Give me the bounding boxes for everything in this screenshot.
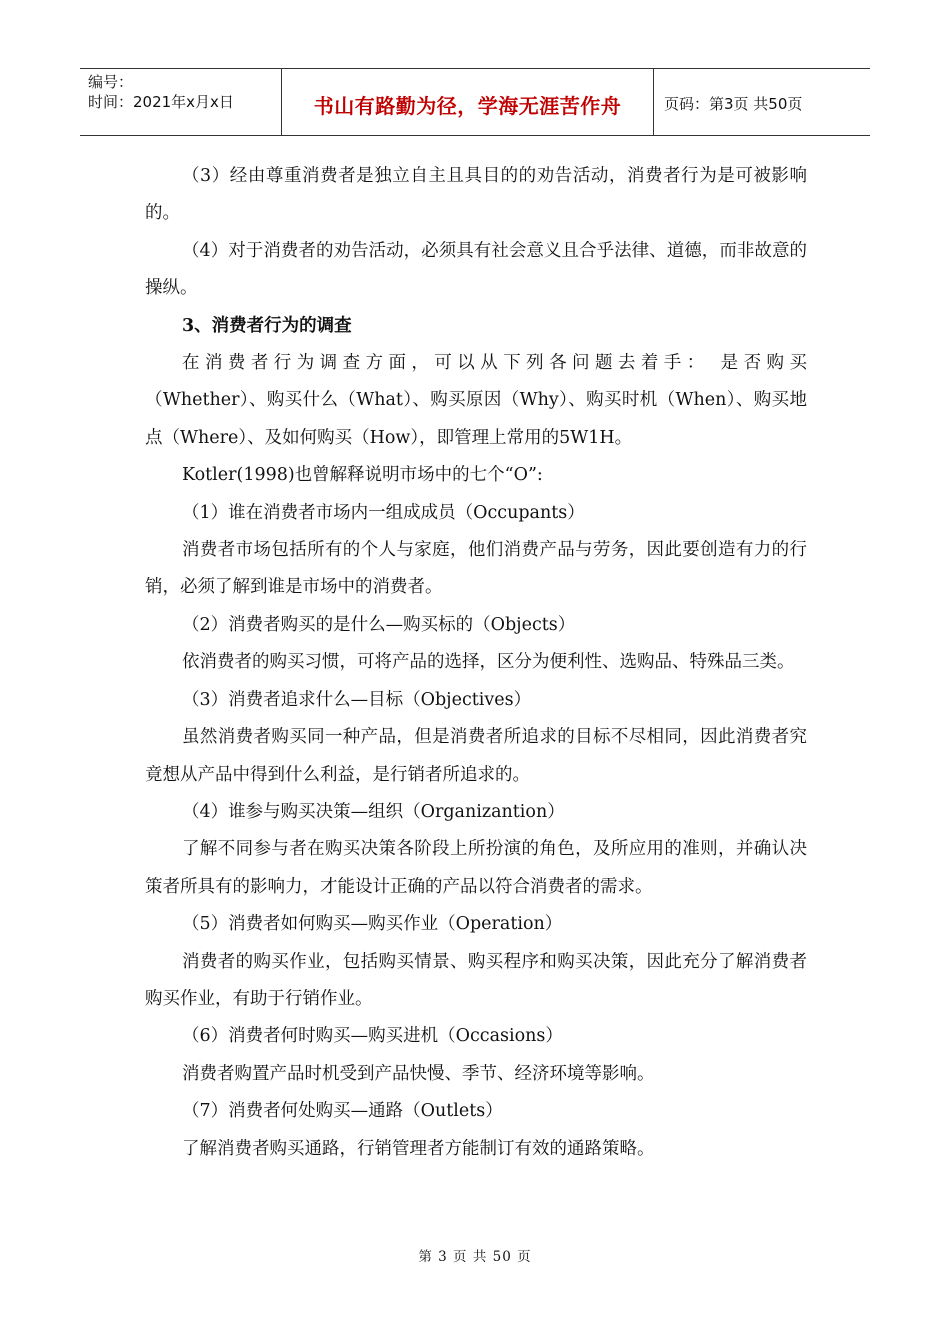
- list-item: （5）消费者如何购买—购买作业（Operation）: [182, 914, 563, 935]
- paragraph: 虽然消费者购买同一种产品，但是消费者所追求的目标不尽相同，因此消费者究竟想从产品中得到什么利益，是行销者所追求的。: [145, 727, 807, 785]
- list-item: （6）消费者何时购买—购买进机（Occasions）: [182, 1026, 563, 1047]
- paragraph: 消费者的购买作业，包括购买情景、购买程序和购买决策，因此充分了解消费者购买作业，有助于行销作业。: [145, 951, 807, 1009]
- document-body: [145, 158, 807, 1168]
- page-header: [80, 68, 870, 136]
- number-label: 编号：: [88, 73, 134, 91]
- paragraph: 消费者市场包括所有的个人与家庭，他们消费产品与劳务，因此要创造有力的行销，必须了解到谁是市场中的消费者。: [145, 540, 807, 598]
- paragraph: （4）对于消费者的劝告活动，必须具有社会意义且合乎法律、道德，而非故意的操纵。: [145, 240, 807, 299]
- paragraph: 依消费者的购买习惯，可将产品的选择，区分为便利性、选购品、特殊品三类。: [182, 652, 795, 673]
- section-heading: 3、消费者行为的调查: [182, 315, 352, 336]
- page-footer: 第 3 页 共 50 页: [418, 1249, 532, 1265]
- list-item: （1）谁在消费者市场内一组成成员（Occupants）: [182, 502, 585, 523]
- header-page-info: 页码：第3页 共50页: [664, 94, 803, 113]
- header-motto: 书山有路勤为径，学海无涯苦作舟: [282, 69, 654, 135]
- list-item: （4）谁参与购买决策—组织（Organizantion）: [182, 801, 565, 822]
- paragraph: 了解消费者购买通路，行销管理者方能制订有效的通路策略。: [182, 1138, 655, 1159]
- paragraph: 了解不同参与者在购买决策各阶段上所扮演的角色，及所应用的准则，并确认决策者所具有的影响力，才能设计正确的产品以符合消费者的需求。: [145, 839, 807, 897]
- paragraph: 在消费者行为调查方面，可以从下列各问题去着手： 是否购买: [182, 353, 807, 374]
- paragraph: Kotler(1998)也曾解释说明市场中的七个“O”:: [182, 465, 543, 486]
- list-item: （2）消费者购买的是什么—购买标的（Objects）: [182, 614, 576, 635]
- paragraph: （Whether）、购买什么（What）、购买原因（Why）、购买时机（When）、购买地点（Where）、及如何购买（How），即管理上常用的5W1H。: [145, 390, 807, 448]
- header-meta: [80, 69, 282, 135]
- paragraph: 消费者购置产品时机受到产品快慢、季节、经济环境等影响。: [182, 1063, 655, 1084]
- list-item: （3）消费者追求什么—目标（Objectives）: [182, 689, 532, 710]
- list-item: （7）消费者何处购买—通路（Outlets）: [182, 1101, 503, 1122]
- time-label: 时间：2021年x月x日: [88, 93, 234, 111]
- paragraph: （3）经由尊重消费者是独立自主且具目的的劝告活动，消费者行为是可被影响的。: [145, 166, 807, 224]
